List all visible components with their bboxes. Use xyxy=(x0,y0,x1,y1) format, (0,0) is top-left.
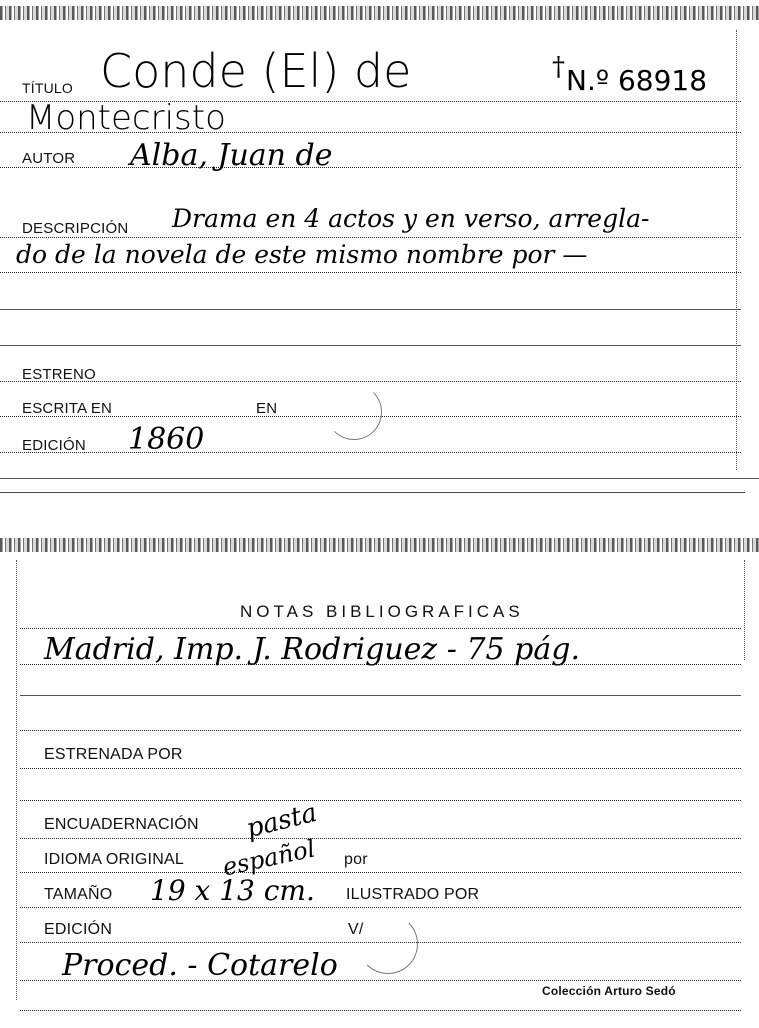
card-border-left xyxy=(16,560,17,1000)
catalog-card-bottom xyxy=(0,530,759,1020)
edicion-value: 1860 xyxy=(128,422,205,457)
titulo-label: TÍTULO xyxy=(22,80,73,96)
rule-notas-4 xyxy=(20,730,741,731)
notas-heading: NOTAS BIBLIOGRAFICAS xyxy=(240,602,524,621)
rule-edicion-2 xyxy=(20,942,741,943)
estrenada-por-label: ESTRENADA POR xyxy=(44,746,183,763)
rule-descripcion-2 xyxy=(0,272,741,273)
encuadernacion-label: ENCUADERNACIÓN xyxy=(44,816,199,833)
titulo-value-line2: Montecristo xyxy=(26,98,226,138)
descripcion-value-line2: do de la novela de este mismo nombre por — xyxy=(16,240,588,269)
rule-procedencia xyxy=(20,980,741,981)
rule-blank-3 xyxy=(20,800,741,801)
rule-bottom xyxy=(0,478,759,479)
por-label: por xyxy=(344,851,368,868)
stamp-circle-bottom xyxy=(358,914,418,974)
idioma-label: IDIOMA ORIGINAL xyxy=(44,851,184,868)
autor-label: AUTOR xyxy=(22,150,76,167)
catalog-card-top xyxy=(0,0,759,492)
tamano-value: 19 x 13 cm. xyxy=(150,874,315,907)
titulo-value-line1: Conde (El) de xyxy=(100,44,412,98)
notas-value: Madrid, Imp. J. Rodriguez - 75 pág. xyxy=(44,632,580,667)
rule-notas-2 xyxy=(20,664,741,665)
rule-encuadernacion xyxy=(20,838,741,839)
rule-idioma xyxy=(20,872,741,873)
torn-edge-bottom-card xyxy=(0,538,759,552)
idioma-value: español xyxy=(220,834,318,882)
escrita-en-label: ESCRITA EN xyxy=(22,400,113,417)
card-border-right xyxy=(736,30,737,470)
rule-collection xyxy=(20,1010,741,1011)
autor-value: Alba, Juan de xyxy=(130,138,333,173)
tamano-label: TAMAÑO xyxy=(44,886,113,903)
card-border-right-2 xyxy=(744,560,745,660)
collection-label: Colección Arturo Sedó xyxy=(542,984,676,998)
number-mark: † xyxy=(552,52,565,82)
descripcion-value-line1: Drama en 4 actos y en verso, arregla- xyxy=(172,204,650,233)
rule-estrenada xyxy=(20,768,741,769)
ilustrado-label: ILUSTRADO POR xyxy=(346,886,480,903)
v-label: V/ xyxy=(348,921,364,938)
card-number: N.º 68918 xyxy=(566,64,708,97)
edicion-label-2: EDICIÓN xyxy=(44,921,113,938)
encuadernacion-value: pasta xyxy=(243,797,321,845)
rule-edicion xyxy=(0,452,741,453)
edicion-label: EDICIÓN xyxy=(22,437,86,454)
procedencia-value: Proced. - Cotarelo xyxy=(62,948,338,983)
rule-tamano xyxy=(20,907,741,908)
en-label: EN xyxy=(256,400,278,417)
torn-edge-top xyxy=(0,6,759,20)
card-separator xyxy=(0,492,745,493)
rule-blank-2 xyxy=(0,345,741,346)
estreno-label: ESTRENO xyxy=(22,366,96,383)
rule-notas-1 xyxy=(20,628,741,629)
rule-blank-1 xyxy=(0,309,741,310)
rule-estreno xyxy=(0,381,741,382)
rule-descripcion-1 xyxy=(0,237,741,238)
stamp-circle-top xyxy=(326,384,382,440)
rule-autor xyxy=(0,167,741,168)
rule-notas-3 xyxy=(20,695,741,696)
descripcion-label: DESCRIPCIÓN xyxy=(22,220,129,237)
